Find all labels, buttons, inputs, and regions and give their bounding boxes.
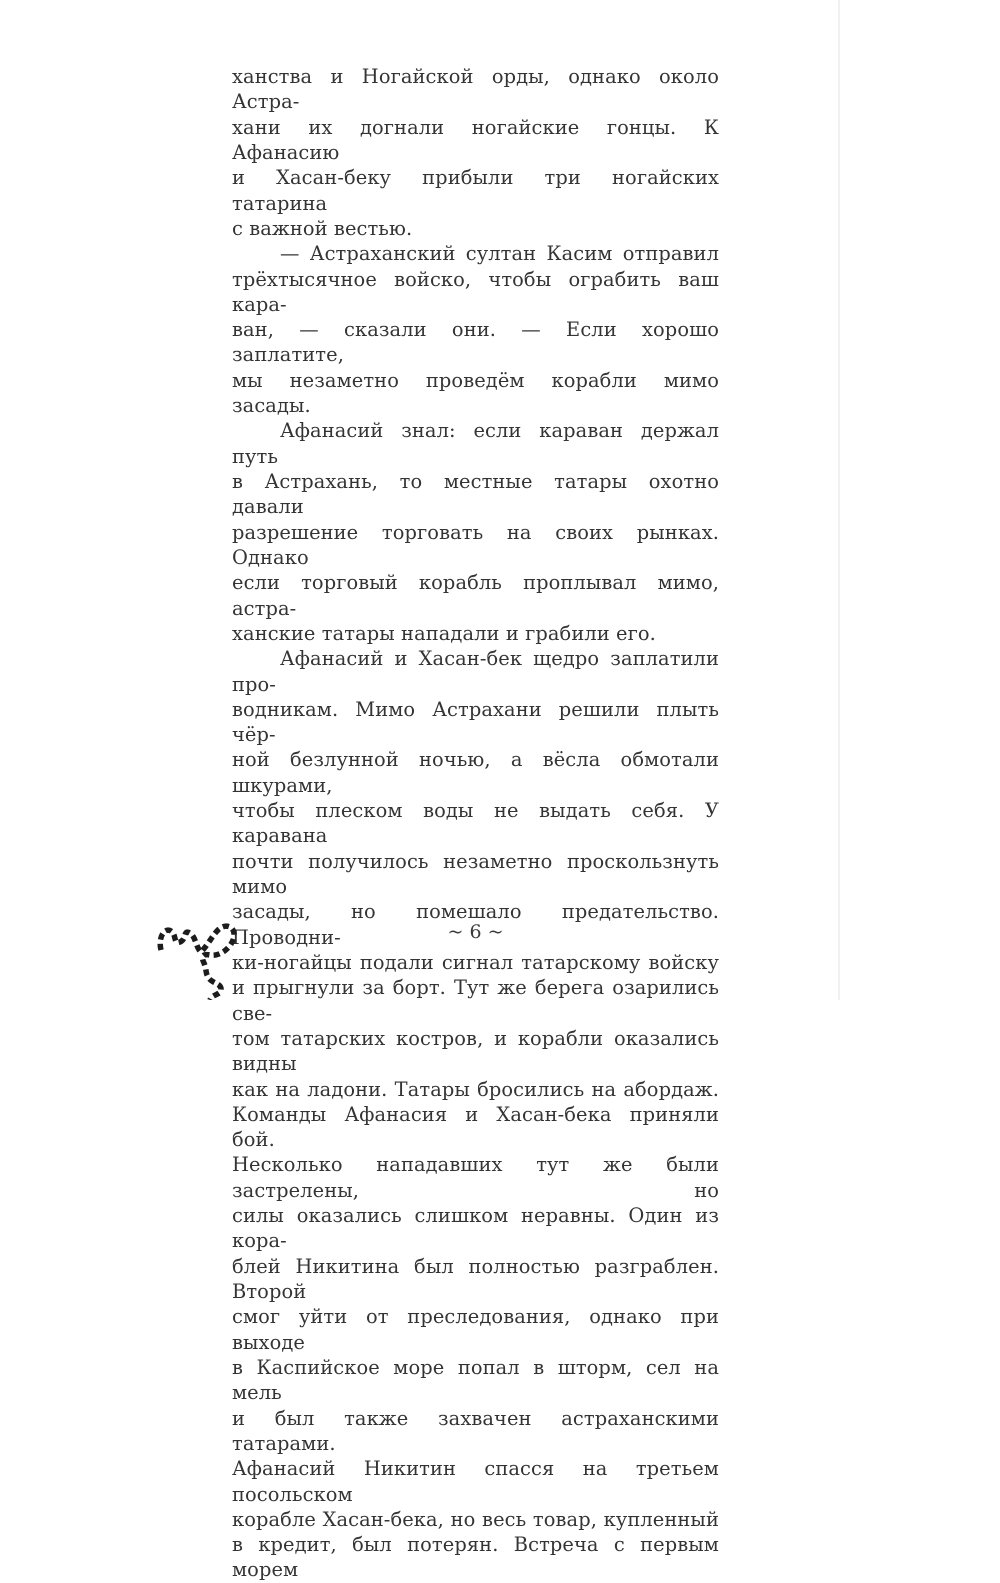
- text-line: том татарских костров, и корабли оказались видны: [232, 1026, 719, 1076]
- text-line: разрешение торговать на своих рынках. Однако: [232, 520, 719, 569]
- text-line: в кредит, был потерян. Встреча с первым морем: [232, 1533, 719, 1582]
- text-line: засады, но помешало предательство. Проводни-: [232, 900, 719, 949]
- paragraph: [232, 241, 719, 418]
- page-text: [232, 64, 719, 1583]
- text-line: мы незаметно проведём корабли мимо засады.: [232, 368, 719, 418]
- text-line: и был также захвачен астраханскими татарами.: [232, 1406, 719, 1455]
- text-line: корабле Хасан-бека, но весь товар, купленный: [232, 1507, 719, 1531]
- page-edge-line: [838, 0, 840, 1000]
- text-line: и прыгнули за борт. Тут же берега озарились све-: [232, 976, 719, 1025]
- text-line: блей Никитина был полностью разграблен. Второй: [232, 1254, 719, 1303]
- text-line: ханства и Ногайской орды, однако около Астра-: [232, 65, 719, 114]
- text-line: если торговый корабль проплывал мимо, астра-: [232, 571, 719, 620]
- text-line: Афанасий Никитин спасся на третьем посольском: [232, 1457, 719, 1506]
- text-line: как на ладони. Татары бросились на абордаж.: [232, 1077, 719, 1101]
- text-line: силы оказались слишком неравны. Один из кора-: [232, 1204, 719, 1253]
- text-line: с важной вестью.: [232, 216, 413, 240]
- rope-squiggle-doodle: [138, 900, 268, 1000]
- text-line: — Астраханский султан Касим отправил: [280, 242, 719, 266]
- text-line: почти получилось незаметно проскользнуть мимо: [232, 849, 719, 898]
- text-line: хани их догнали ногайские гонцы. К Афанасию: [232, 115, 719, 164]
- text-line: ной безлунной ночью, а вёсла обмотали шкурами,: [232, 748, 719, 797]
- text-line: водникам. Мимо Астрахани решили плыть чёр-: [232, 697, 719, 747]
- text-line: чтобы плеском воды не выдать себя. У каравана: [232, 799, 719, 848]
- text-line: в Каспийское море попал в шторм, сел на мель: [232, 1355, 719, 1405]
- text-line: Афанасий и Хасан-бек щедро заплатили про-: [232, 647, 719, 696]
- page-number: ~ 6 ~: [447, 921, 504, 943]
- text-line: смог уйти от преследования, однако при выходе: [232, 1305, 719, 1354]
- text-line: Несколько нападавших тут же были застрелены, но: [232, 1153, 719, 1202]
- paragraph: [232, 418, 719, 646]
- paragraph: [232, 64, 719, 241]
- text-line: Команды Афанасия и Хасан-бека приняли бой.: [232, 1102, 719, 1152]
- paragraph: [232, 646, 719, 1583]
- text-line: Афанасий знал: если караван держал путь: [232, 419, 719, 468]
- text-line: в Астрахань, то местные татары охотно давали: [232, 470, 719, 519]
- text-line: ханские татары нападали и грабили его.: [232, 621, 656, 645]
- text-line: и Хасан-беку прибыли три ногайских татарина: [232, 166, 719, 215]
- text-line: ки-ногайцы подали сигнал татарскому войску: [232, 950, 719, 974]
- text-line: трёхтысячное войско, чтобы ограбить ваш кара-: [232, 267, 719, 316]
- text-line: ван, — сказали они. — Если хорошо заплатите,: [232, 318, 719, 367]
